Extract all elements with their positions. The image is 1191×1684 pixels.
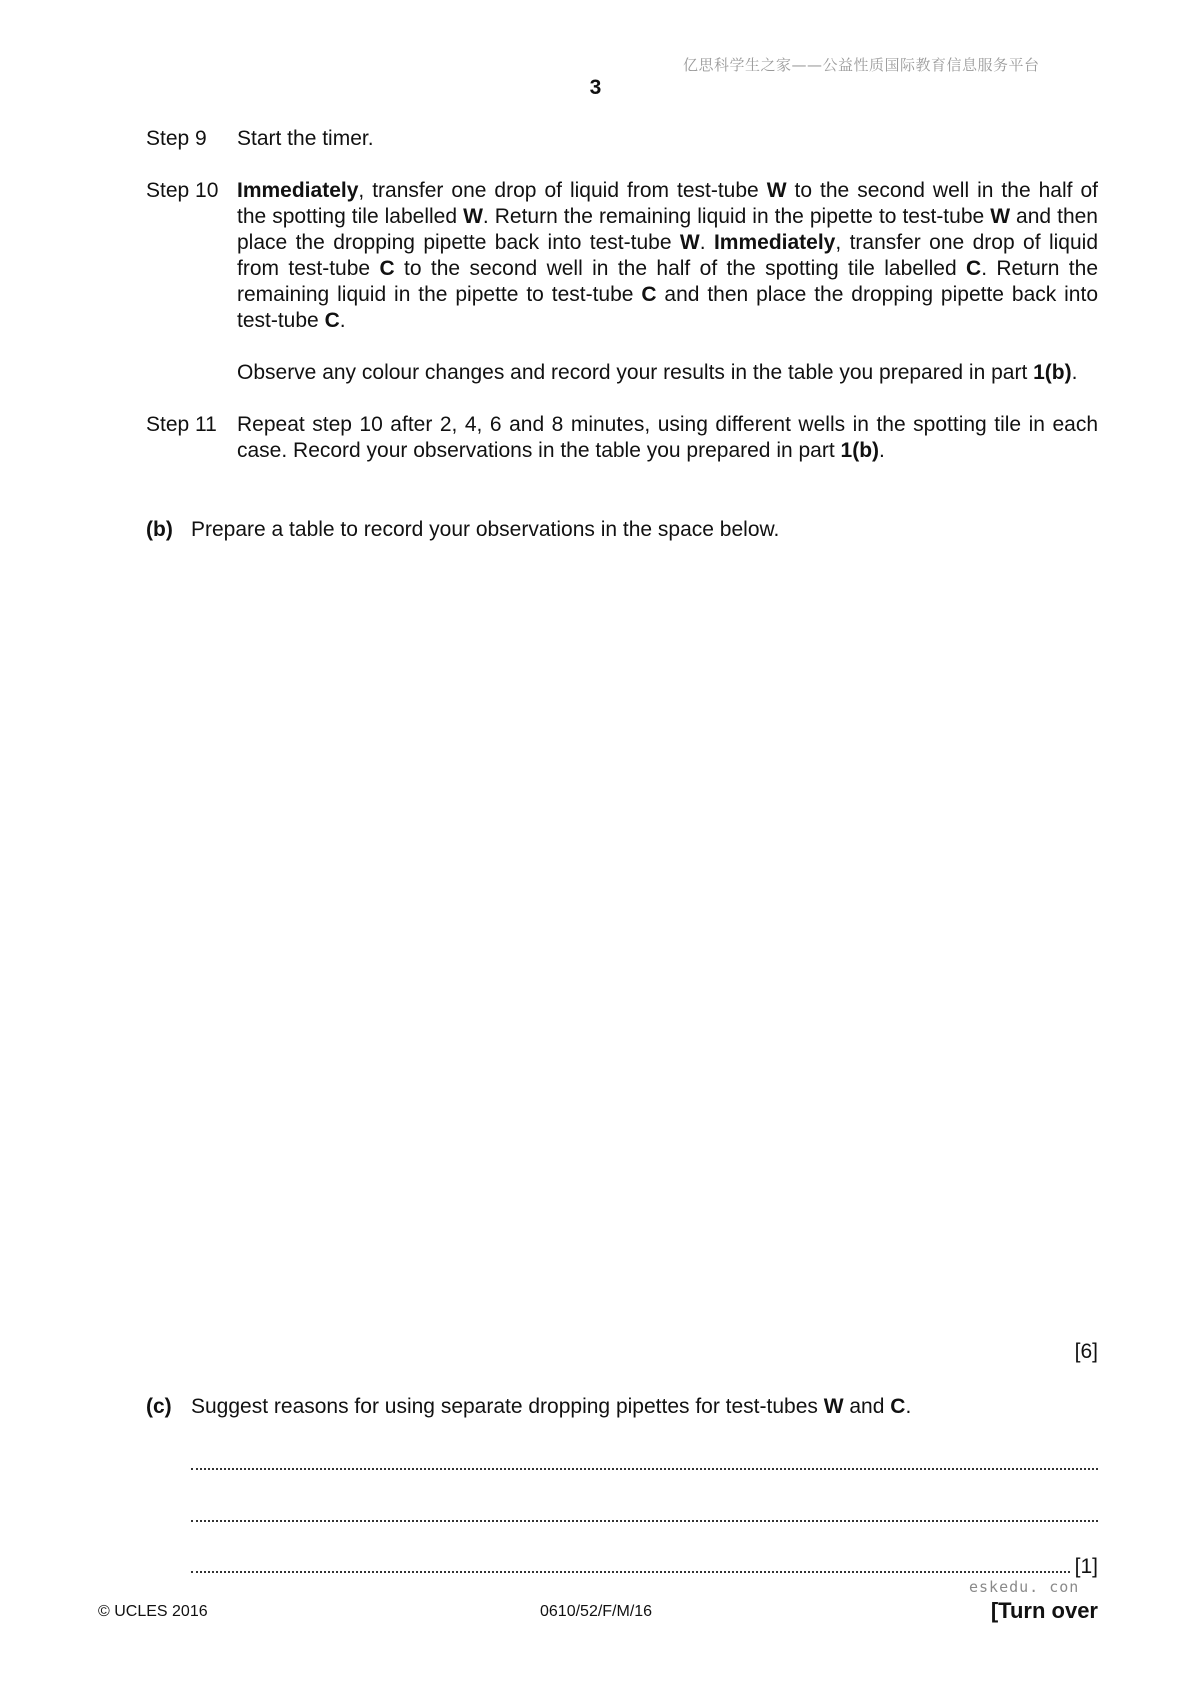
text-run: to the second well in the half of the spotting tile labelled [237,179,1098,228]
header-watermark: 亿思科学生之家——公益性质国际教育信息服务平台 [683,56,1040,74]
part-b-mark: [6] [1074,1340,1098,1363]
steps-section [146,126,1098,490]
step-body [237,178,1098,386]
text-run: Observe any colour changes and record your results in the table you prepared in part [237,361,1034,384]
step-10 [146,178,1098,386]
step-paragraph [237,412,1098,464]
answer-line-3[interactable] [191,1554,1098,1580]
bold-text: 1(b) [840,439,880,462]
step-body [237,412,1098,464]
text-run: to the second well in the half of the spotting tile labelled [394,257,967,280]
bold-text: 1(b) [1033,361,1072,384]
step-paragraph [237,178,1098,334]
bold-text: C [379,257,395,280]
bold-text: C [890,1395,906,1418]
step-paragraph [237,126,1098,152]
bold-text: W [679,231,700,254]
text-run: . [699,231,714,254]
text-run: Repeat step 10 after 2, 4, 6 and 8 minutes, using different wells in the spotting tile in each case. Record your observations in the table you prepared in part [237,413,1098,462]
text-run: . Return the remaining liquid in the pipette to test-tube [482,205,991,228]
step-9 [146,126,1098,152]
answer-line-2[interactable] [191,1503,1098,1529]
dotted-line [191,1571,1070,1573]
text-run: . [1071,361,1078,384]
text-run: Suggest reasons for using separate dropping pipettes for test-tubes [191,1395,824,1418]
step-body [237,126,1098,152]
bold-text: C [641,283,657,306]
step-label: Step 10 [146,179,219,202]
part-c-label: (c) [146,1395,172,1418]
question-part-c [146,1394,911,1420]
bold-text: W [463,205,483,228]
text-run: and then place the dropping pipette back into test-tube [237,205,1098,254]
part-b-text: Prepare a table to record your observations in the space below. [191,518,780,541]
page-number: 3 [589,76,602,99]
turn-over-label: [Turn over [990,1598,1098,1623]
part-c-text [191,1394,911,1420]
footer-copyright: © UCLES 2016 [98,1603,208,1620]
part-c-mark: [1] [1074,1555,1098,1578]
question-part-b [146,517,779,543]
bold-text: W [766,179,787,202]
step-11 [146,412,1098,464]
text-run: . [879,439,885,462]
text-run: , transfer one drop of liquid from test-tube [237,231,1098,280]
bold-text: C [324,309,340,332]
step-label: Step 9 [146,127,207,150]
bold-text: C [966,257,982,280]
bold-text: Immediately [713,231,836,254]
part-b-label: (b) [146,518,173,541]
step-paragraph [237,360,1098,386]
text-run: . [905,1395,912,1418]
bold-text: W [990,205,1011,228]
bold-text: W [823,1395,844,1418]
text-run: , transfer one drop of liquid from test-tube [358,179,767,202]
text-run: and [843,1395,891,1418]
text-run: and then place the dropping pipette back into test-tube [237,283,1098,332]
text-run: . [339,309,346,332]
dotted-line [191,1520,1098,1522]
text-run: . Return the remaining liquid in the pipette to test-tube [237,257,1098,306]
footer-watermark: eskedu. con [969,1578,1080,1596]
step-label: Step 11 [146,413,217,436]
answer-line-1[interactable] [191,1451,1098,1477]
dotted-line [191,1468,1098,1470]
bold-text: Immediately [237,179,359,202]
text-run: Start the timer. [237,127,374,150]
footer-paper-code: 0610/52/F/M/16 [540,1603,653,1620]
